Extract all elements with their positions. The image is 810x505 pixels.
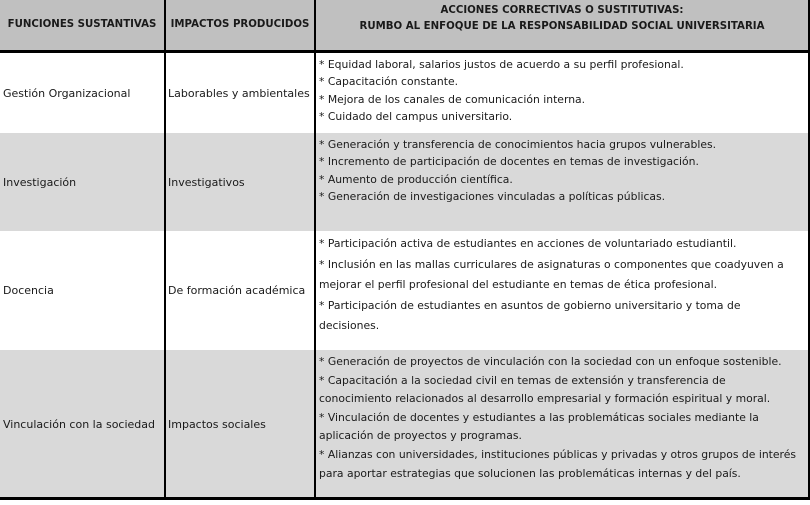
cell-funcion: Investigación bbox=[3, 175, 77, 189]
accion-line: aplicación de proyectos y programas. bbox=[319, 429, 522, 443]
accion-line: para aportar estrategias que solucionen las problemáticas internas y del país. bbox=[319, 466, 741, 480]
cell-acciones bbox=[317, 231, 808, 337]
accion-line: * Generación de investigaciones vinculadas a políticas públicas. bbox=[319, 189, 666, 203]
cell-acciones bbox=[317, 350, 808, 483]
column-divider bbox=[164, 0, 166, 500]
accion-line: * Generación y transferencia de conocimientos hacia grupos vulnerables. bbox=[319, 138, 717, 151]
accion-line: * Participación activa de estudiantes en acciones de voluntariado estudiantil. bbox=[319, 237, 737, 250]
header-acciones-line1: ACCIONES CORRECTIVAS O SUSTITUTIVAS: bbox=[440, 5, 684, 16]
accion-line: * Generación de proyectos de vinculación con la sociedad con un enfoque sostenible. bbox=[319, 355, 782, 368]
accion-line: decisiones. bbox=[319, 319, 380, 332]
cell-impacto: Laborables y ambientales bbox=[168, 86, 310, 100]
accion-line: * Mejora de los canales de comunicación interna. bbox=[319, 92, 586, 106]
accion-line: * Inclusión en las mallas curriculares de asignaturas o componentes que coadyuven a bbox=[319, 257, 784, 271]
cell-impacto: De formación académica bbox=[168, 284, 306, 297]
accion-line: * Incremento de participación de docentes en temas de investigación. bbox=[319, 155, 699, 169]
accion-line: * Aumento de producción científica. bbox=[319, 172, 513, 186]
cell-funcion: Gestión Organizacional bbox=[3, 86, 131, 100]
accion-line: mejorar el perfil profesional del estudiante en temas de ética profesional. bbox=[319, 278, 718, 291]
header-funciones: FUNCIONES SUSTANTIVAS bbox=[7, 19, 157, 30]
accion-line: * Participación de estudiantes en asuntos de gobierno universitario y toma de bbox=[319, 298, 741, 312]
table-bottom-border bbox=[0, 497, 810, 500]
cell-funcion: Vinculación con la sociedad bbox=[3, 417, 156, 431]
accion-line: * Equidad laboral, salarios justos de acuerdo a su perfil profesional. bbox=[319, 58, 684, 71]
header-impactos: IMPACTOS PRODUCIDOS bbox=[170, 19, 310, 30]
accion-line: * Capacitación constante. bbox=[319, 75, 459, 89]
header-acciones bbox=[316, 0, 808, 50]
accion-line: * Alianzas con universidades, instituciones públicas y privadas y otros grupos de interés bbox=[319, 447, 797, 461]
accion-line: * Vinculación de docentes y estudiantes a las problemáticas sociales mediante la bbox=[319, 410, 759, 424]
column-divider bbox=[314, 0, 316, 500]
cell-impacto: Investigativos bbox=[168, 175, 245, 189]
table-header bbox=[0, 0, 808, 53]
table-row bbox=[0, 231, 808, 350]
cell-acciones bbox=[317, 133, 808, 205]
table-row bbox=[0, 350, 808, 498]
table-row bbox=[0, 53, 808, 133]
accion-line: * Cuidado del campus universitario. bbox=[319, 109, 513, 123]
table-row bbox=[0, 133, 808, 231]
cell-impacto: Impactos sociales bbox=[168, 417, 266, 431]
cell-funcion: Docencia bbox=[3, 284, 54, 297]
header-acciones-line2: RUMBO AL ENFOQUE DE LA RESPONSABILIDAD SOCIAL UNIVERSITARIA bbox=[359, 21, 765, 32]
cell-acciones bbox=[317, 53, 808, 125]
accion-line: * Capacitación a la sociedad civil en temas de extensión y transferencia de bbox=[319, 373, 726, 387]
accion-line: conocimiento relacionados al desarrollo empresarial y formación espiritual y moral. bbox=[319, 392, 771, 406]
